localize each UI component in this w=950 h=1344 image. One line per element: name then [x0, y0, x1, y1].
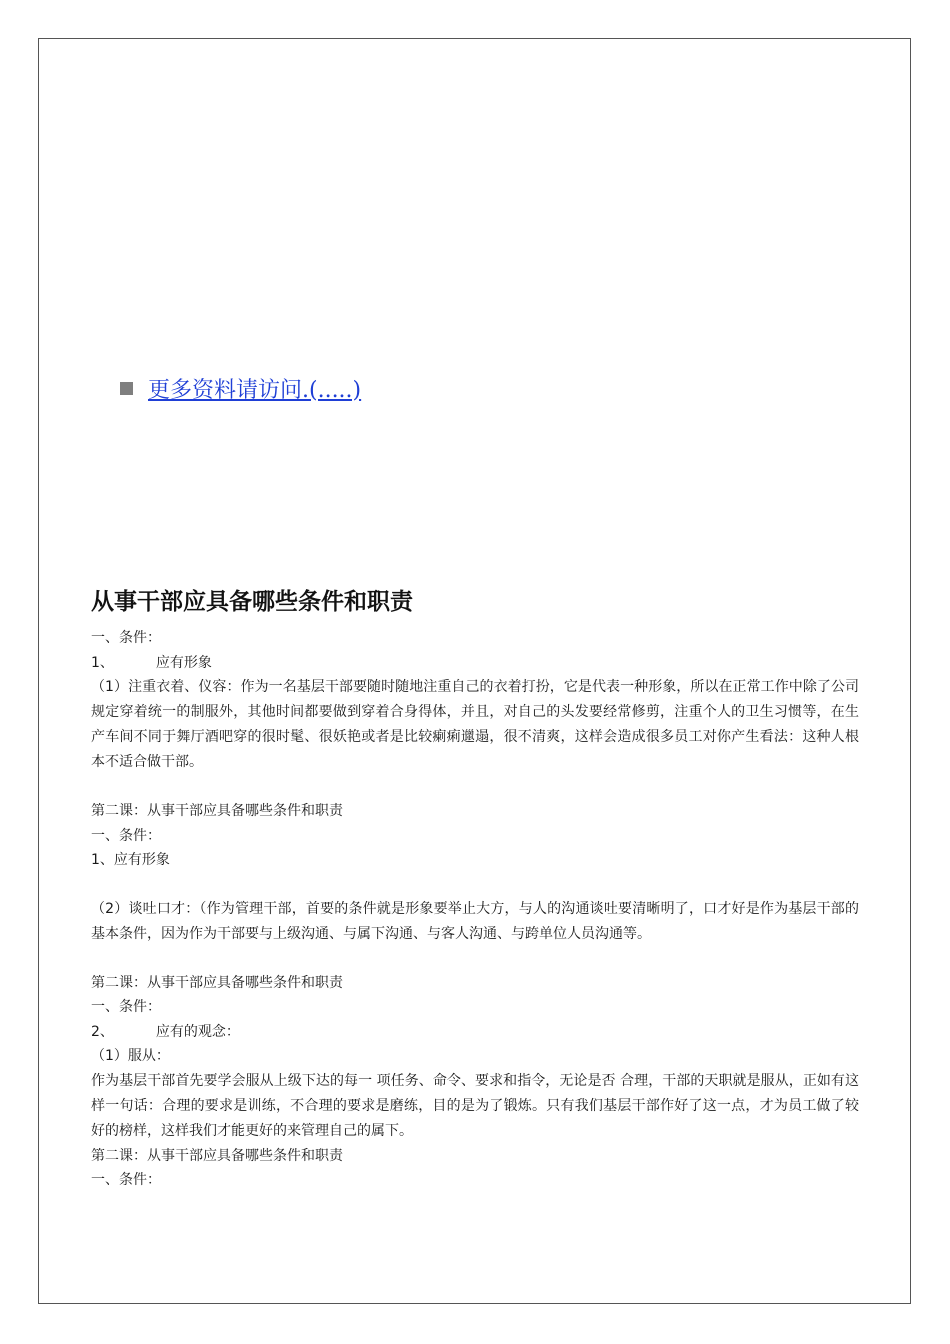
- page-title: 从事干部应具备哪些条件和职责: [91, 589, 413, 615]
- section4-heading: 一、条件：: [91, 1172, 161, 1188]
- section1-item: [91, 651, 859, 676]
- square-bullet-icon: [120, 382, 133, 395]
- section1-paragraph: （1）注重衣着、仪容：作为一名基层干部要随时随地注重自己的衣着打扮，它是代表一种形象，所以在正常工作中除了公司规定穿着统一的制服外，其他时间都要做到穿着合身得体，并且，对自己的头发要经常修剪，注重个人的卫生习惯等，在生产车间不同于舞厅酒吧穿的很时髦、很妖艳或者是比较瘌痢邋遢，很不清爽，这样会造成很多员工对你产生看法：这种人根本不适合做干部。: [91, 679, 859, 770]
- section3-subheading: （1）服从：: [91, 1048, 170, 1064]
- section3-heading: 一、条件：: [91, 999, 161, 1015]
- section4-lesson: 第二课：从事干部应具备哪些条件和职责: [91, 1147, 343, 1164]
- section3-item: [91, 1020, 859, 1045]
- more-resources-link[interactable]: 更多资料请访问.(.....): [148, 377, 362, 403]
- section3-paragraph: 作为基层干部首先要学会服从上级下达的每一 项任务、命令、要求和指令，无论是否 合理，干部的天职就是服从，正如有这样一句话：合理的要求是训练，不合理的要求是磨练，目的是为了锻炼。只有我们基层干部作好了这一点，才为员工做了较好的榜样，这样我们才能更好的来管理自己的属下。: [91, 1072, 859, 1139]
- section3-item-number: 2、: [91, 1023, 114, 1040]
- link-row: [120, 372, 361, 404]
- section1-item-label: 应有形象: [155, 654, 212, 671]
- document-body: [91, 586, 859, 1193]
- section1-heading: 一、条件：: [91, 630, 161, 646]
- section2-paragraph: （2）谈吐口才：（作为管理干部，首要的条件就是形象要举止大方，与人的沟通谈吐要清晰明了，口才好是作为基层干部的基本条件，因为作为干部要与上级沟通、与属下沟通、与客人沟通、与跨单位人员沟通等。: [91, 900, 859, 942]
- section2-heading: 一、条件：: [91, 827, 161, 844]
- section3-item-label: 应有的观念：: [155, 1023, 240, 1040]
- section2-item: 1、应有形象: [91, 852, 170, 868]
- section2-lesson: 第二课：从事干部应具备哪些条件和职责: [91, 803, 343, 819]
- section3-lesson: 第二课：从事干部应具备哪些条件和职责: [91, 974, 343, 991]
- section1-item-number: 1、: [91, 654, 114, 671]
